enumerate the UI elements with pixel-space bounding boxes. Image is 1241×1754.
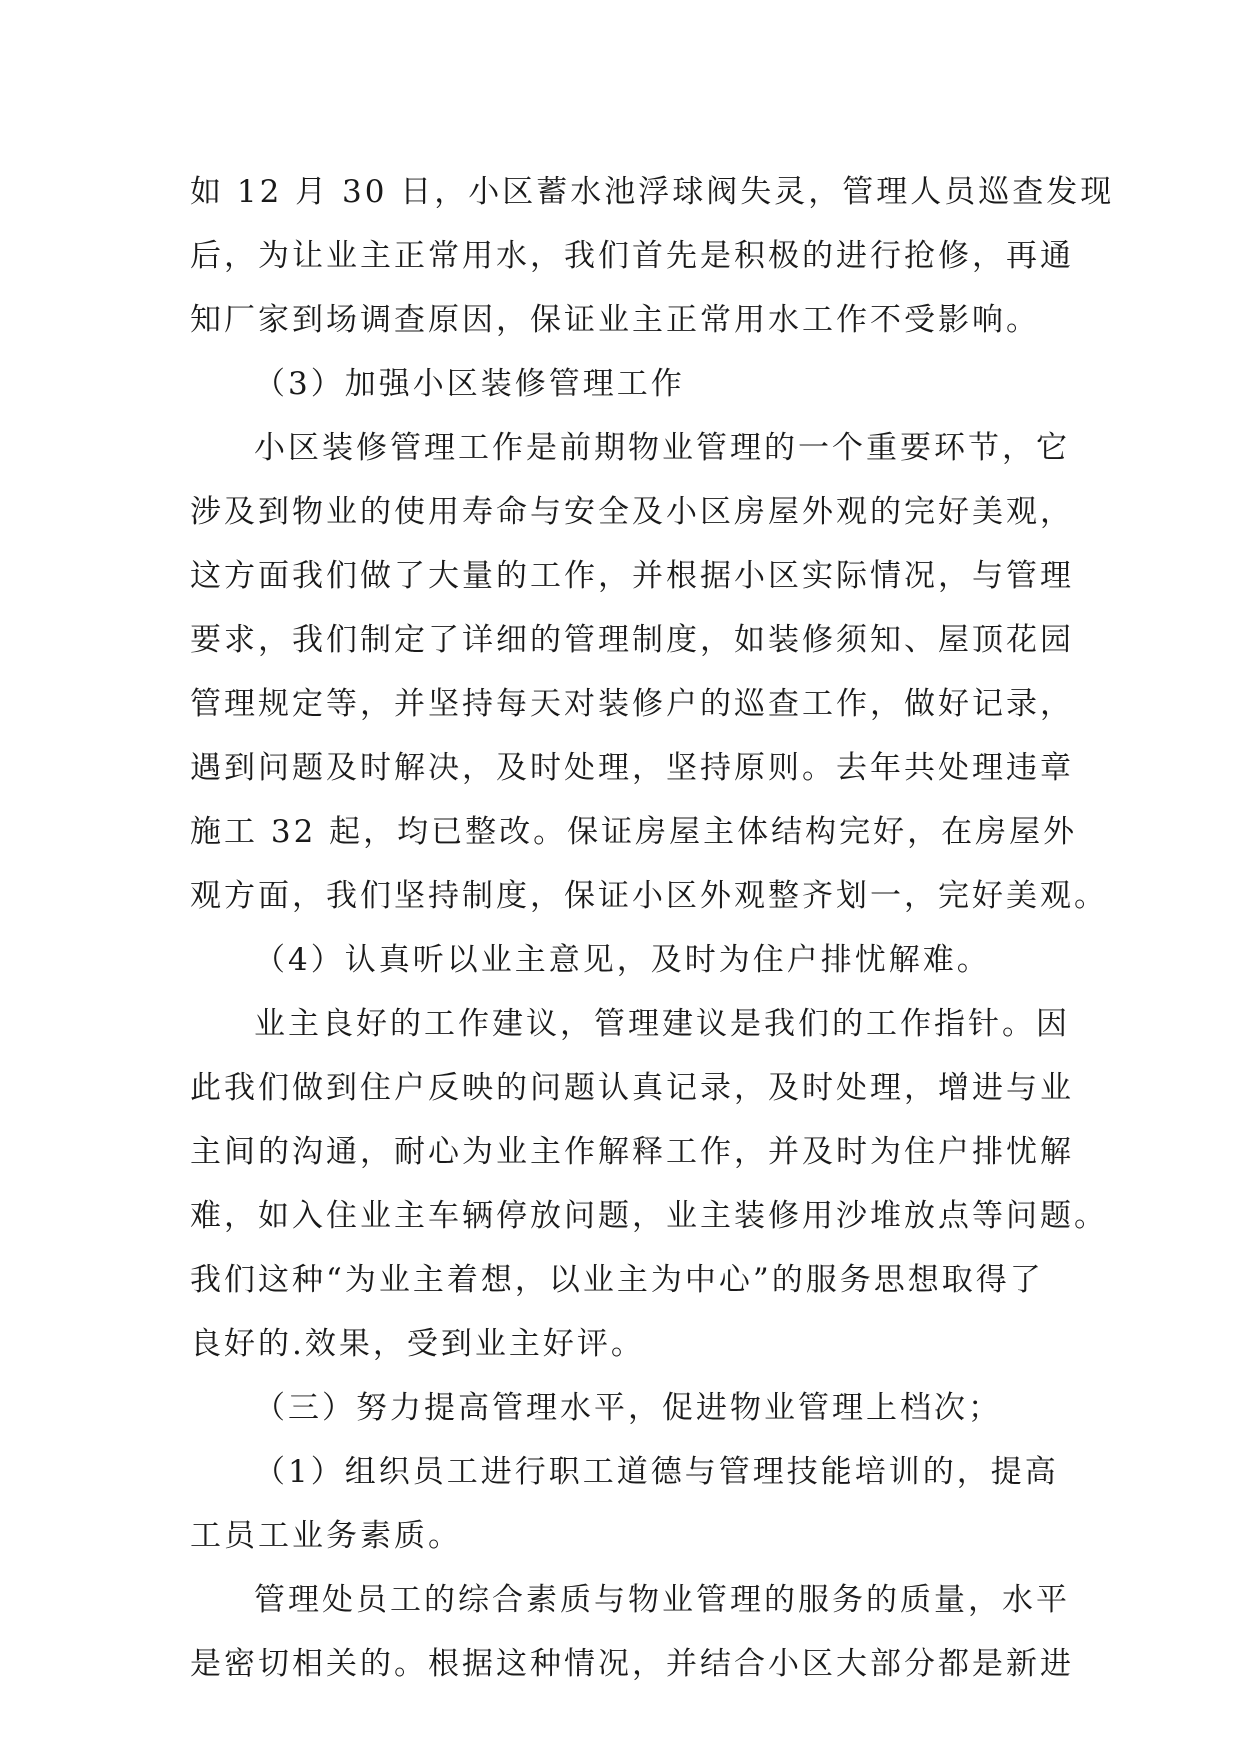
text-line: 我们这种“为业主着想，以业主为中心”的服务思想取得了 xyxy=(190,1262,1044,1298)
text-line: 主间的沟通，耐心为业主作解释工作，并及时为住户排忧解 xyxy=(190,1134,1074,1170)
text-line: 此我们做到住户反映的问题认真记录，及时处理，增进与业 xyxy=(190,1070,1074,1106)
text-line: （3）加强小区装修管理工作 xyxy=(254,366,685,402)
document-body xyxy=(190,160,1115,1696)
text-line: （1）组织员工进行职工道德与管理技能培训的，提高 xyxy=(254,1454,1059,1490)
text-line: 管理规定等，并坚持每天对装修户的巡查工作，做好记录， xyxy=(190,686,1074,722)
text-line: 后，为让业主正常用水，我们首先是积极的进行抢修，再通 xyxy=(190,238,1074,274)
text-line: 涉及到物业的使用寿命与安全及小区房屋外观的完好美观， xyxy=(190,494,1074,530)
text-line: 难，如入住业主车辆停放问题，业主装修用沙堆放点等问题。 xyxy=(190,1198,1108,1234)
text-line: （三）努力提高管理水平，促进物业管理上档次； xyxy=(254,1390,1002,1426)
text-line: 要求，我们制定了详细的管理制度，如装修须知、屋顶花园 xyxy=(190,622,1074,658)
text-line: 管理处员工的综合素质与物业管理的服务的质量，水平 xyxy=(254,1582,1070,1618)
text-line: 知厂家到场调查原因，保证业主正常用水工作不受影响。 xyxy=(190,302,1040,338)
text-line: 如 12 月 30 日，小区蓄水池浮球阀失灵，管理人员巡查发现 xyxy=(190,174,1115,210)
text-line: 工员工业务素质。 xyxy=(190,1518,462,1554)
text-line: 良好的.效果，受到业主好评。 xyxy=(190,1326,645,1362)
text-line: 施工 32 起，均已整改。保证房屋主体结构完好，在房屋外 xyxy=(190,814,1078,850)
text-line: 遇到问题及时解决，及时处理，坚持原则。去年共处理违章 xyxy=(190,750,1074,786)
text-line: 观方面，我们坚持制度，保证小区外观整齐划一，完好美观。 xyxy=(190,878,1108,914)
text-line: （4）认真听以业主意见，及时为住户排忧解难。 xyxy=(254,942,991,978)
text-line: 业主良好的工作建议，管理建议是我们的工作指针。因 xyxy=(254,1006,1070,1042)
text-line: 是密切相关的。根据这种情况，并结合小区大部分都是新进 xyxy=(190,1646,1074,1682)
text-line: 这方面我们做了大量的工作，并根据小区实际情况，与管理 xyxy=(190,558,1074,594)
text-line: 小区装修管理工作是前期物业管理的一个重要环节，它 xyxy=(254,430,1070,466)
